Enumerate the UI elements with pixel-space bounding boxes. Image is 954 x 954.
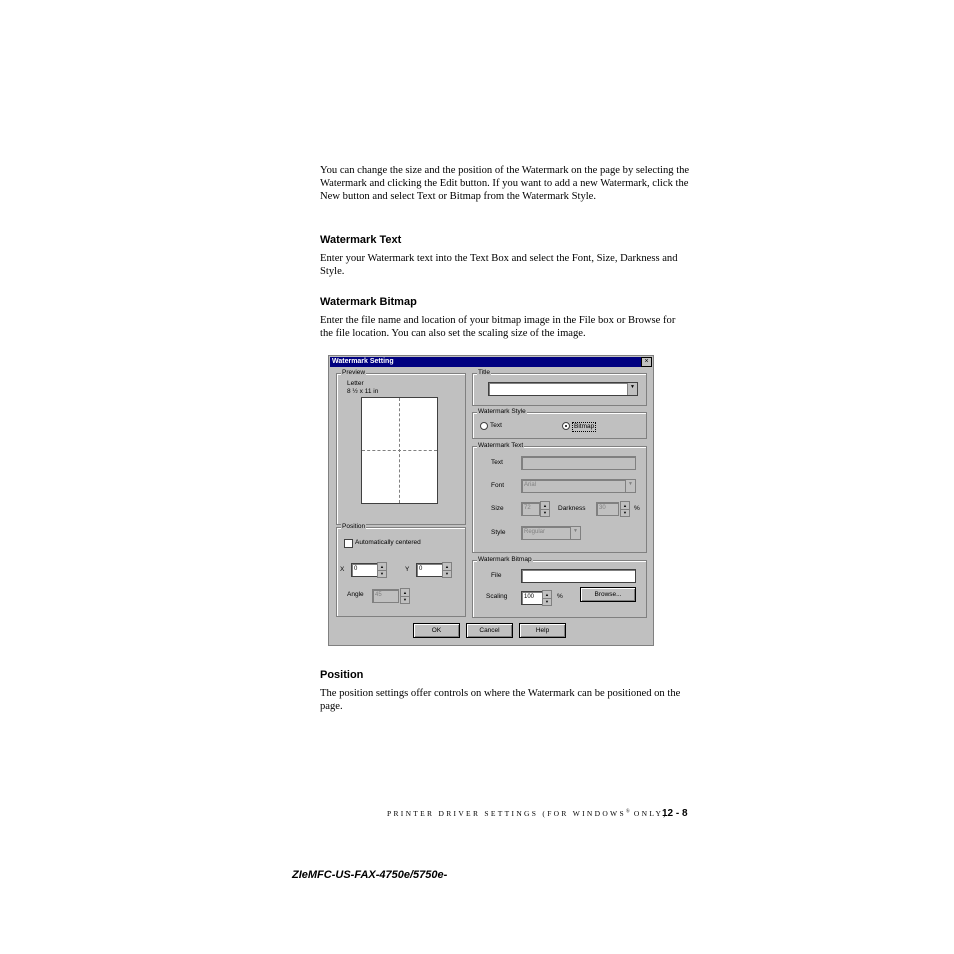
darkness-spinner[interactable] (620, 501, 630, 517)
style-text-radio[interactable] (480, 422, 488, 430)
watermark-bitmap-paragraph: Enter the file name and location of your bitmap image in the File box or Browse for the file location. You can also set the scaling size of the image. (320, 315, 676, 339)
watermark-bitmap-group-label: Watermark Bitmap (478, 556, 532, 563)
scaling-spinner[interactable] (542, 590, 552, 606)
heading-watermark-bitmap: Watermark Bitmap (320, 296, 417, 308)
style-bitmap-label: Bitmap (574, 423, 595, 430)
title-select[interactable] (488, 382, 638, 396)
auto-center-label: Automatically centered (355, 539, 421, 546)
darkness-input[interactable]: 30 (596, 502, 619, 516)
preview-paper-name: Letter (347, 380, 364, 387)
browse-button[interactable]: Browse... (580, 587, 636, 602)
darkness-label: Darkness (558, 505, 586, 512)
style-select[interactable]: Regular ▼ (521, 526, 581, 540)
text-label: Text (491, 459, 503, 466)
spin-up-icon: ▲ (403, 590, 407, 595)
preview-page (361, 397, 438, 504)
angle-spinner[interactable] (400, 588, 410, 604)
page-number: 12 - 8 (662, 808, 688, 819)
watermark-text-paragraph: Enter your Watermark text into the Text Box and select the Font, Size, Darkness and Style. (320, 253, 678, 277)
spin-up-icon: ▲ (445, 564, 449, 569)
style-bitmap-radio[interactable] (562, 422, 570, 430)
position-paragraph: The position settings offer controls on where the Watermark can be positioned on the page. (320, 688, 681, 712)
file-label: File (491, 572, 502, 579)
angle-input[interactable]: 45 (372, 589, 399, 603)
darkness-percent: % (634, 505, 640, 512)
spin-down-icon: ▼ (621, 509, 629, 516)
watermark-style-group-label: Watermark Style (478, 408, 526, 415)
scaling-input[interactable]: 100 (521, 591, 543, 605)
x-label: X (340, 566, 345, 573)
intro-paragraph: You can change the size and the position of the Watermark on the page by selecting the Watermark and clicking the Edit button. If you want to add a new Watermark, click the New button and select Text or Bitmap from the Watermark Style. (320, 165, 690, 202)
model-identifier: ZIeMFC-US-FAX-4750e/5750e- (292, 869, 448, 881)
size-spinner[interactable] (540, 501, 550, 517)
spin-up-icon: ▲ (623, 503, 627, 508)
help-button[interactable]: Help (519, 623, 566, 638)
chevron-down-icon[interactable]: ▼ (570, 527, 580, 539)
font-select[interactable]: Arial ▼ (521, 479, 636, 493)
scaling-percent: % (557, 593, 563, 600)
preview-center-horizontal-line (362, 450, 437, 451)
dialog-title-bar (330, 357, 652, 367)
size-label: Size (491, 505, 504, 512)
font-label: Font (491, 482, 505, 489)
close-icon[interactable]: × (641, 357, 652, 367)
x-spinner[interactable] (377, 562, 387, 578)
spin-up-icon: ▲ (543, 503, 547, 508)
y-label: Y (405, 566, 410, 573)
spin-down-icon: ▼ (401, 596, 409, 603)
heading-watermark-text: Watermark Text (320, 234, 402, 246)
scaling-label: Scaling (486, 593, 508, 600)
registered-mark: ® (625, 809, 630, 815)
position-group-label: Position (342, 523, 366, 530)
angle-label: Angle (347, 591, 364, 598)
spin-down-icon: ▼ (378, 570, 386, 577)
chevron-down-icon[interactable]: ▼ (625, 480, 635, 492)
spin-down-icon: ▼ (443, 570, 451, 577)
heading-position: Position (320, 669, 364, 681)
auto-center-checkbox[interactable] (344, 539, 353, 548)
file-input[interactable] (521, 569, 636, 583)
chevron-down-icon[interactable]: ▼ (627, 383, 637, 395)
text-input[interactable] (521, 456, 636, 470)
style-label: Style (491, 529, 506, 536)
y-spinner[interactable] (442, 562, 452, 578)
x-input[interactable]: 0 (351, 563, 378, 577)
y-input[interactable]: 0 (416, 563, 443, 577)
ok-button[interactable]: OK (413, 623, 460, 638)
preview-group-label: Preview (342, 369, 366, 376)
running-footer: PRINTER DRIVER SETTINGS (FOR WINDOWS® ONLY) (387, 809, 668, 818)
preview-paper-size: 8 ½ x 11 in (347, 388, 379, 395)
title-group-label: Title (478, 369, 491, 376)
watermark-text-group-label: Watermark Text (478, 442, 524, 449)
spin-up-icon: ▲ (380, 564, 384, 569)
dialog-title: Watermark Setting (332, 358, 394, 365)
spin-down-icon: ▼ (541, 509, 549, 516)
style-text-label: Text (490, 422, 502, 429)
spin-down-icon: ▼ (543, 598, 551, 605)
spin-up-icon: ▲ (545, 592, 549, 597)
size-input[interactable]: 72 (521, 502, 540, 516)
cancel-button[interactable]: Cancel (466, 623, 513, 638)
